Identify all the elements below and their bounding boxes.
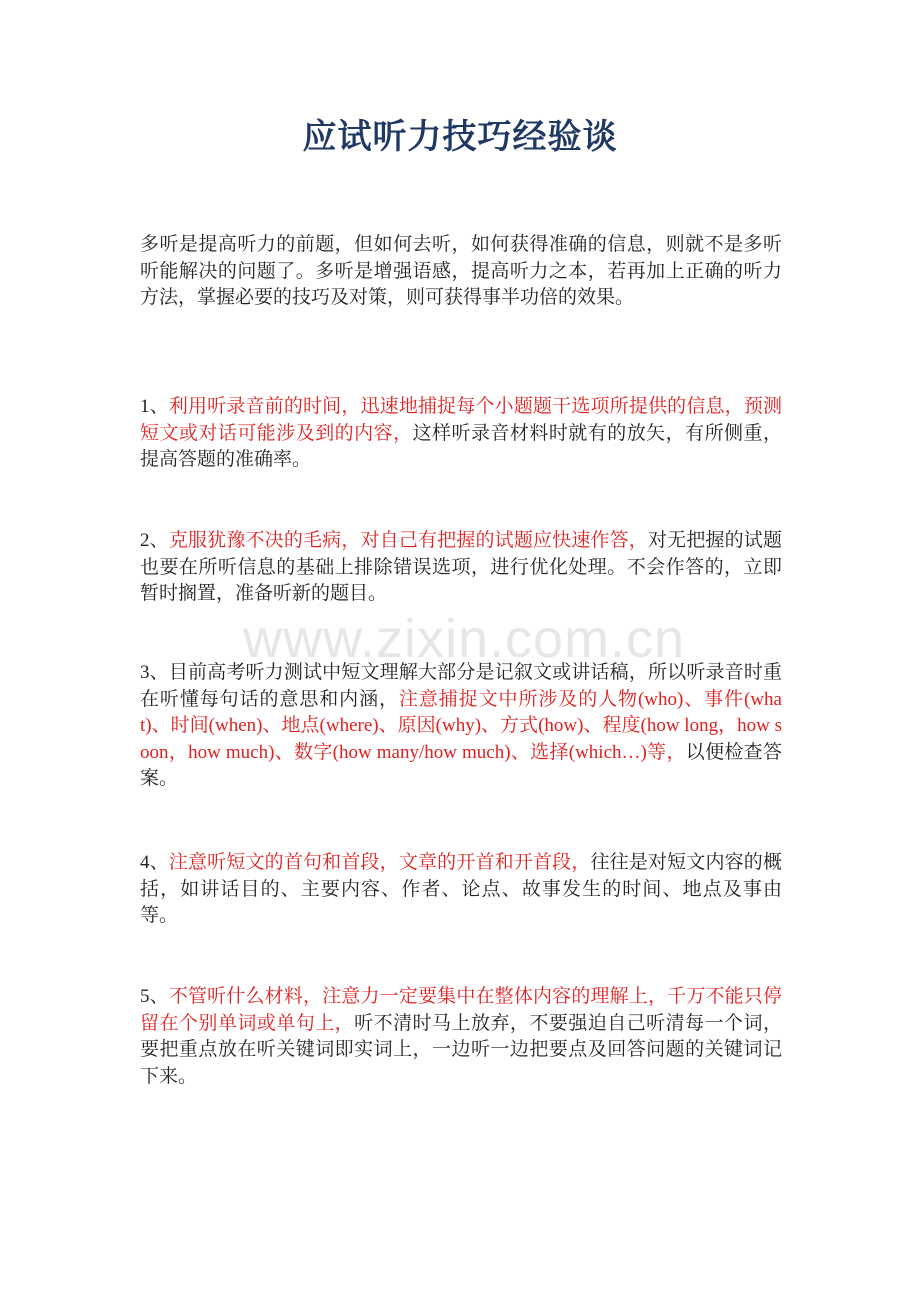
- tip-text: 听不清时马上放弃，不要强迫自己听清每一个词，要把重点放在听关键词即实词上，一边听一边把要点及回答问题的关键词记下来。: [140, 1012, 782, 1087]
- watermark: www.zixin.com.cn: [242, 609, 686, 669]
- tip-highlight: 克服犹豫不决的毛病，对自己有把握的试题应快速作答，: [168, 530, 648, 551]
- tip-highlight: 注意听短文的首句和首段，文章的开首和开首段，: [168, 852, 591, 873]
- tip-paragraph-3: [140, 660, 782, 793]
- tip-paragraph-2: [140, 528, 782, 608]
- page-title: 应试听力技巧经验谈: [302, 117, 618, 157]
- tip-highlight: 不管听什么材料，注意力一定要集中在整体内容的理解上，千万不能只停留在个别单词或单句上，: [140, 986, 782, 1034]
- tip-number: 2、: [140, 530, 169, 551]
- tip-highlight: 注意捕捉文中所涉及的人物(who)、事件(what)、时间(when)、地点(where)、原因(why)、方式(how)、程度(how long，how soon，how much)、数字(how many/how much)、选择(which…)等，: [140, 688, 782, 763]
- tip-number: 5、: [140, 986, 169, 1007]
- tip-highlight: 利用听录音前的时间，迅速地捕捉每个小题题干选项所提供的信息，预测短文或对话可能涉及到的内容，: [140, 396, 782, 444]
- tip-paragraph-4: [140, 850, 782, 930]
- tip-paragraph-5: [140, 984, 782, 1090]
- tip-text-lead: 目前高考听力测试中短文理解大部分是记叙文或讲话稿，所以听录音时重在听懂每句话的意思和内涵，: [140, 662, 782, 710]
- tip-text: 往往是对短文内容的概括，如讲话目的、主要内容、作者、论点、故事发生的时间、地点及事由等。: [140, 852, 782, 926]
- tip-paragraph-1: [140, 394, 782, 474]
- tip-text: 以便检查答案。: [140, 741, 782, 789]
- tip-text: 这样听录音材料时就有的放矢，有所侧重，提高答题的准确率。: [140, 422, 782, 470]
- tip-number: 1、: [140, 396, 169, 417]
- tip-text: 对无把握的试题也要在所听信息的基础上排除错误选项，进行优化处理。不会作答的，立即暂时搁置，准备听新的题目。: [140, 530, 782, 604]
- tip-number: 3、: [140, 662, 169, 683]
- tip-number: 4、: [140, 852, 169, 873]
- intro-paragraph: 多听是提高听力的前题，但如何去听，如何获得准确的信息，则就不是多听听能解决的问题了。多听是增强语感，提高听力之本，若再加上正确的听力方法，掌握必要的技巧及对策，则可获得事半功倍的效果。: [140, 234, 782, 308]
